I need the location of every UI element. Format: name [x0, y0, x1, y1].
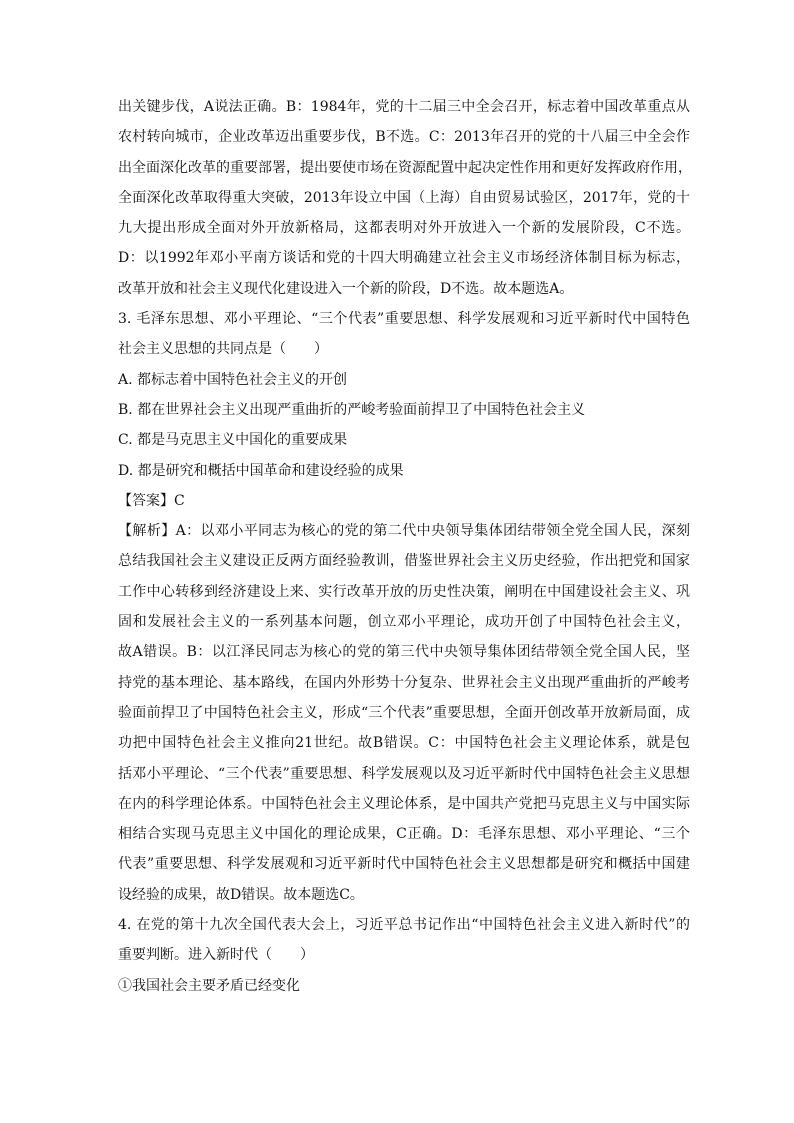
question-3-analysis-10: 在内的科学理论体系。中国特色社会主义理论体系，是中国共产党把马克思主义与中国实际 [118, 795, 690, 812]
text-line-3: 出全面深化改革的重要部署，提出要使市场在资源配置中起决定性作用和更好发挥政府作用， [118, 159, 692, 176]
question-3-option-d: D. 都是研究和概括中国革命和建设经验的成果 [118, 462, 404, 479]
document-page [118, 92, 690, 1001]
text-line-4: 全面深化改革取得重大突破，2013年设立中国（上海）自由贸易试验区，2017年，党的十 [118, 189, 690, 206]
question-4-stem-2: 重要判断。进入新时代（ ） [118, 947, 314, 964]
text-line-5: 九大提出形成全面对外开放新格局，这都表明对外开放进入一个新的发展阶段，C不选。 [118, 220, 690, 237]
question-3-analysis-9: 括邓小平理论、“三个代表”重要思想、科学发展观以及习近平新时代中国特色社会主义思想 [118, 765, 690, 782]
question-3-option-a: A. 都标志着中国特色社会主义的开创 [118, 371, 348, 388]
question-3-option-c: C. 都是马克思主义中国化的重要成果 [118, 432, 348, 449]
question-3-analysis-11: 相结合实现马克思主义中国化的理论成果，C正确。D：毛泽东思想、邓小平理论、“三个 [118, 826, 690, 843]
question-4-stem-1: 4. 在党的第十九次全国代表大会上，习近平总书记作出“中国特色社会主义进入新时代”的 [118, 917, 690, 934]
question-3-analysis-8: 功把中国特色社会主义推向21世纪。故B错误。C：中国特色社会主义理论体系，就是包 [118, 735, 690, 752]
question-3-analysis-12: 代表”重要思想、科学发展观和习近平新时代中国特色社会主义思想都是研究和概括中国建 [118, 856, 690, 873]
question-4-item-1: ①我国社会主要矛盾已经变化 [118, 977, 300, 994]
text-line-6: D：以1992年邓小平南方谈话和党的十四大明确建立社会主义市场经济体制目标为标志， [118, 250, 690, 267]
question-3-analysis-6: 持党的基本理论、基本路线，在国内外形势十分复杂、世界社会主义出现严重曲折的严峻考 [118, 674, 690, 691]
text-line-2: 农村转向城市，企业改革迈出重要步伐，B不选。C：2013年召开的党的十八届三中全会作 [118, 129, 690, 146]
text-line-7: 改革开放和社会主义现代化建设进入一个新的阶段，D不选。故本题选A。 [118, 280, 574, 297]
text-line-1: 出关键步伐，A说法正确。B：1984年，党的十二届三中全会召开，标志着中国改革重点从 [118, 99, 690, 115]
question-3-analysis-1: 【解析】A：以邓小平同志为核心的党的第二代中央领导集体团结带领全党全国人民，深刻 [118, 523, 690, 540]
question-3-analysis-3: 工作中心转移到经济建设上来、实行改革开放的历史性决策，阐明在中国建设社会主义、巩 [118, 583, 690, 600]
question-3-answer: 【答案】C [118, 492, 185, 509]
question-3-stem-1: 3. 毛泽东思想、邓小平理论、“三个代表”重要思想、科学发展观和习近平新时代中国特色 [118, 311, 690, 328]
question-3-analysis-2: 总结我国社会主义建设正反两方面经验教训，借鉴世界社会主义历史经验，作出把党和国家 [118, 553, 690, 570]
question-3-analysis-7: 验面前捍卫了中国特色社会主义，形成“三个代表”重要思想，全面开创改革开放新局面，成 [118, 704, 690, 721]
question-3-analysis-5: 故A错误。B：以江泽民同志为核心的党的第三代中央领导集体团结带领全党全国人民，坚 [118, 644, 690, 661]
question-3-analysis-4: 固和发展社会主义的一系列基本问题，创立邓小平理论，成功开创了中国特色社会主义， [118, 614, 690, 631]
question-3-stem-2: 社会主义思想的共同点是（ ） [118, 341, 328, 358]
question-3-option-b: B. 都在世界社会主义出现严重曲折的严峻考验面前捍卫了中国特色社会主义 [118, 401, 586, 418]
question-3-analysis-13: 设经验的成果，故D错误。故本题选C。 [118, 886, 364, 903]
